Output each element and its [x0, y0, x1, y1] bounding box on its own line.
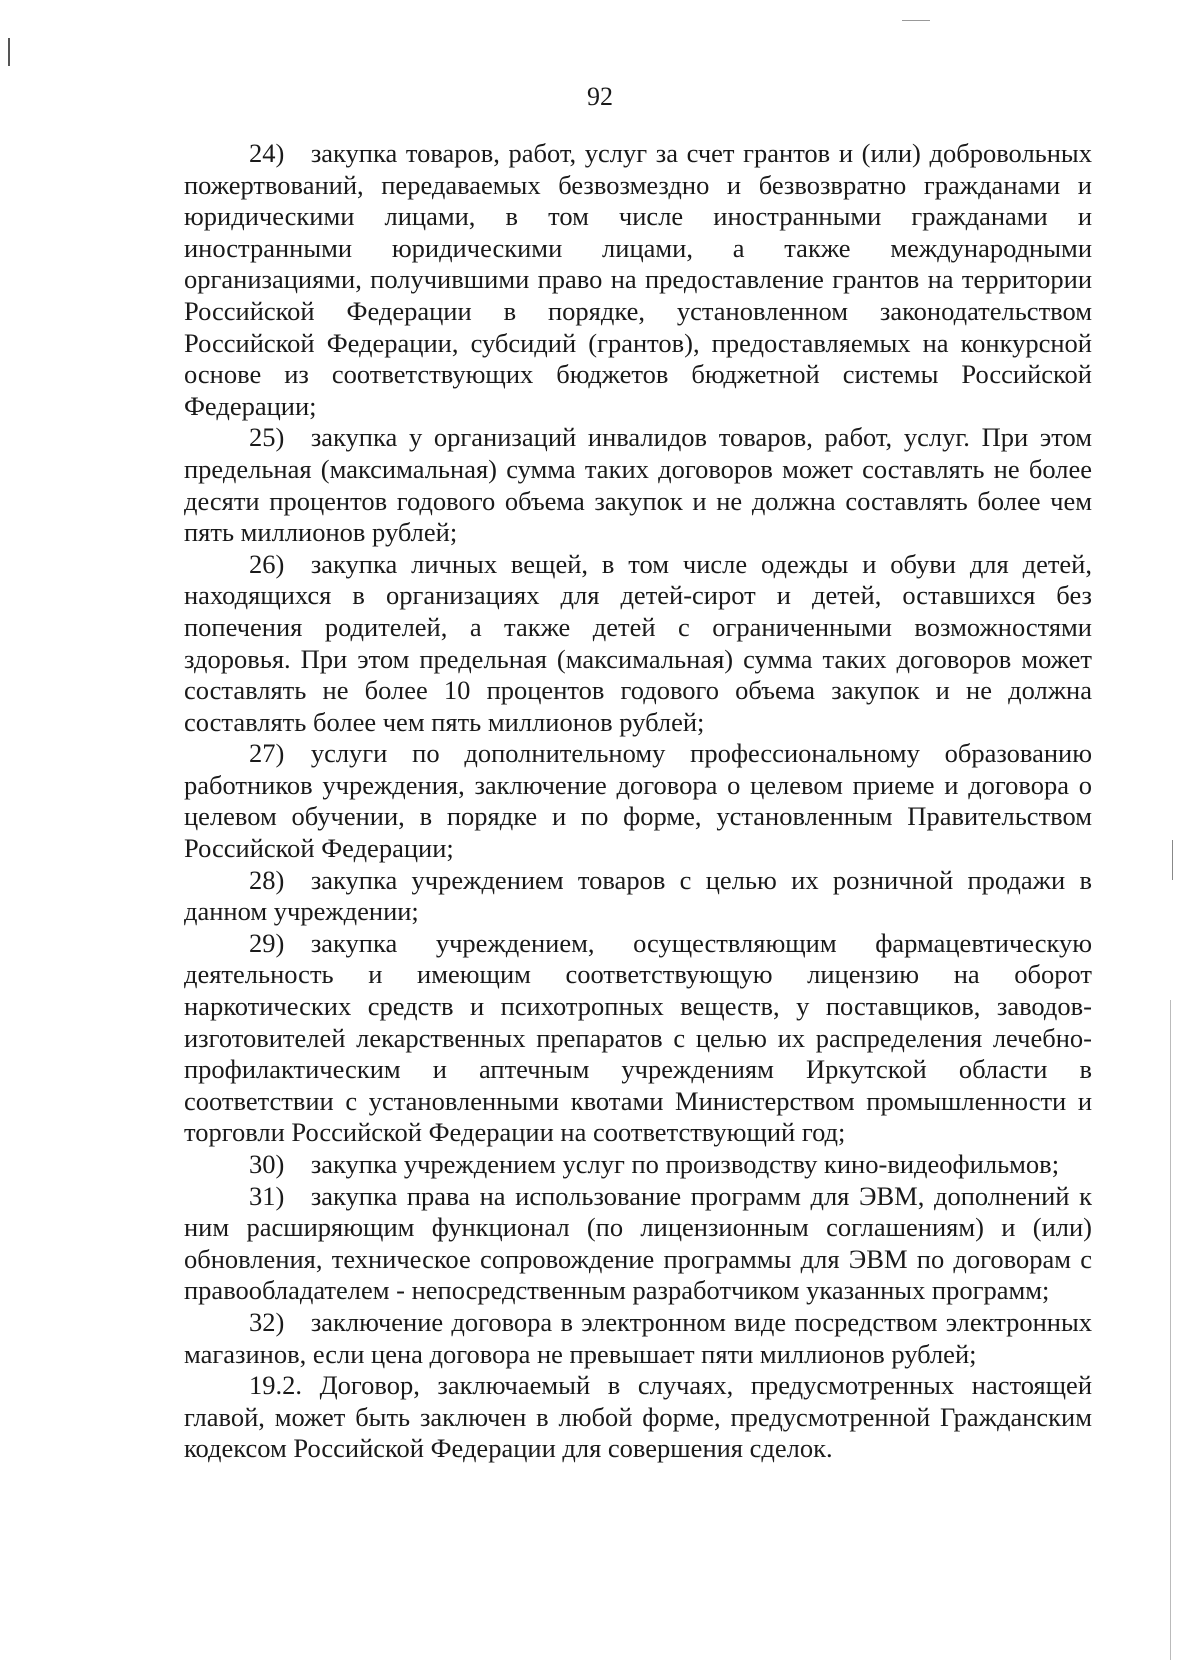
- list-item-27: 27) услуги по дополнительному профессиональному образованию работников учреждения, заключение договора о целевом приеме и договора о целевом обучении, в порядке и по форме, установленным Правительством Российской Федерации;: [184, 738, 1092, 864]
- clause-19-2: 19.2. Договор, заключаемый в случаях, предусмотренных настоящей главой, может быть заключен в любой форме, предусмотренной Гражданским кодексом Российской Федерации для совершения сделок.: [184, 1370, 1092, 1464]
- scan-mark-right-2: [1170, 1000, 1171, 1660]
- document-body: [184, 138, 1092, 1465]
- list-item-28: 28) закупка учреждением товаров с целью их розничной продажи в данном учреждении;: [184, 864, 1092, 927]
- scan-mark-left: [8, 38, 10, 66]
- list-item-30: 30) закупка учреждением услуг по производству кино-видеофильмов;: [249, 1149, 1060, 1179]
- list-item-25: 25) закупка у организаций инвалидов товаров, работ, услуг. При этом предельная (максимальная) сумма таких договоров может составлять не более десяти процентов годового объема закупок и не должна составлять более чем пять миллионов рублей;: [184, 422, 1092, 548]
- list-item-26: 26) закупка личных вещей, в том числе одежды и обуви для детей, находящихся в организациях для детей-сирот и детей, оставшихся без попечения родителей, а также детей с ограниченными возможностями здоровья. При этом предельная (максимальная) сумма таких договоров может составлять не более 10 процентов годового объема закупок и не должна составлять более чем пять миллионов рублей;: [184, 548, 1092, 737]
- list-item-32: 32) заключение договора в электронном виде посредством электронных магазинов, если цена договора не превышает пяти миллионов рублей;: [184, 1306, 1092, 1369]
- scan-mark-right-1: [1172, 840, 1173, 880]
- list-item-29: 29) закупка учреждением, осуществляющим фармацевтическую деятельность и имеющим соответствующую лицензию на оборот наркотических средств и психотропных веществ, у поставщиков, заводов-изготовителей лекарственных препаратов с целью их распределения лечебно-профилактическим и аптечным учреждениям Иркутской области в соответствии с установленными квотами Министерством промышленности и торговли Российской Федерации на соответствующий год;: [184, 927, 1092, 1148]
- list-item-24: 24) закупка товаров, работ, услуг за счет грантов и (или) добровольных пожертвований, передаваемых безвозмездно и безвозвратно гражданами и юридическими лицами, в том числе иностранными гражданами и иностранными юридическими лицами, а также международными организациями, получившими право на предоставление грантов на территории Российской Федерации в порядке, установленном законодательством Российской Федерации, субсидий (грантов), предоставляемых на конкурсной основе из соответствующих бюджетов бюджетной системы Российской Федерации;: [184, 138, 1092, 421]
- scan-mark-top: [902, 20, 930, 21]
- list-item-31: 31) закупка права на использование программ для ЭВМ, дополнений к ним расширяющим функционал (по лицензионным соглашениям) и (или) обновления, техническое сопровождение программы для ЭВМ по договорам с правообладателем - непосредственным разработчиком указанных программ;: [184, 1180, 1092, 1306]
- page-number: 92: [587, 82, 613, 111]
